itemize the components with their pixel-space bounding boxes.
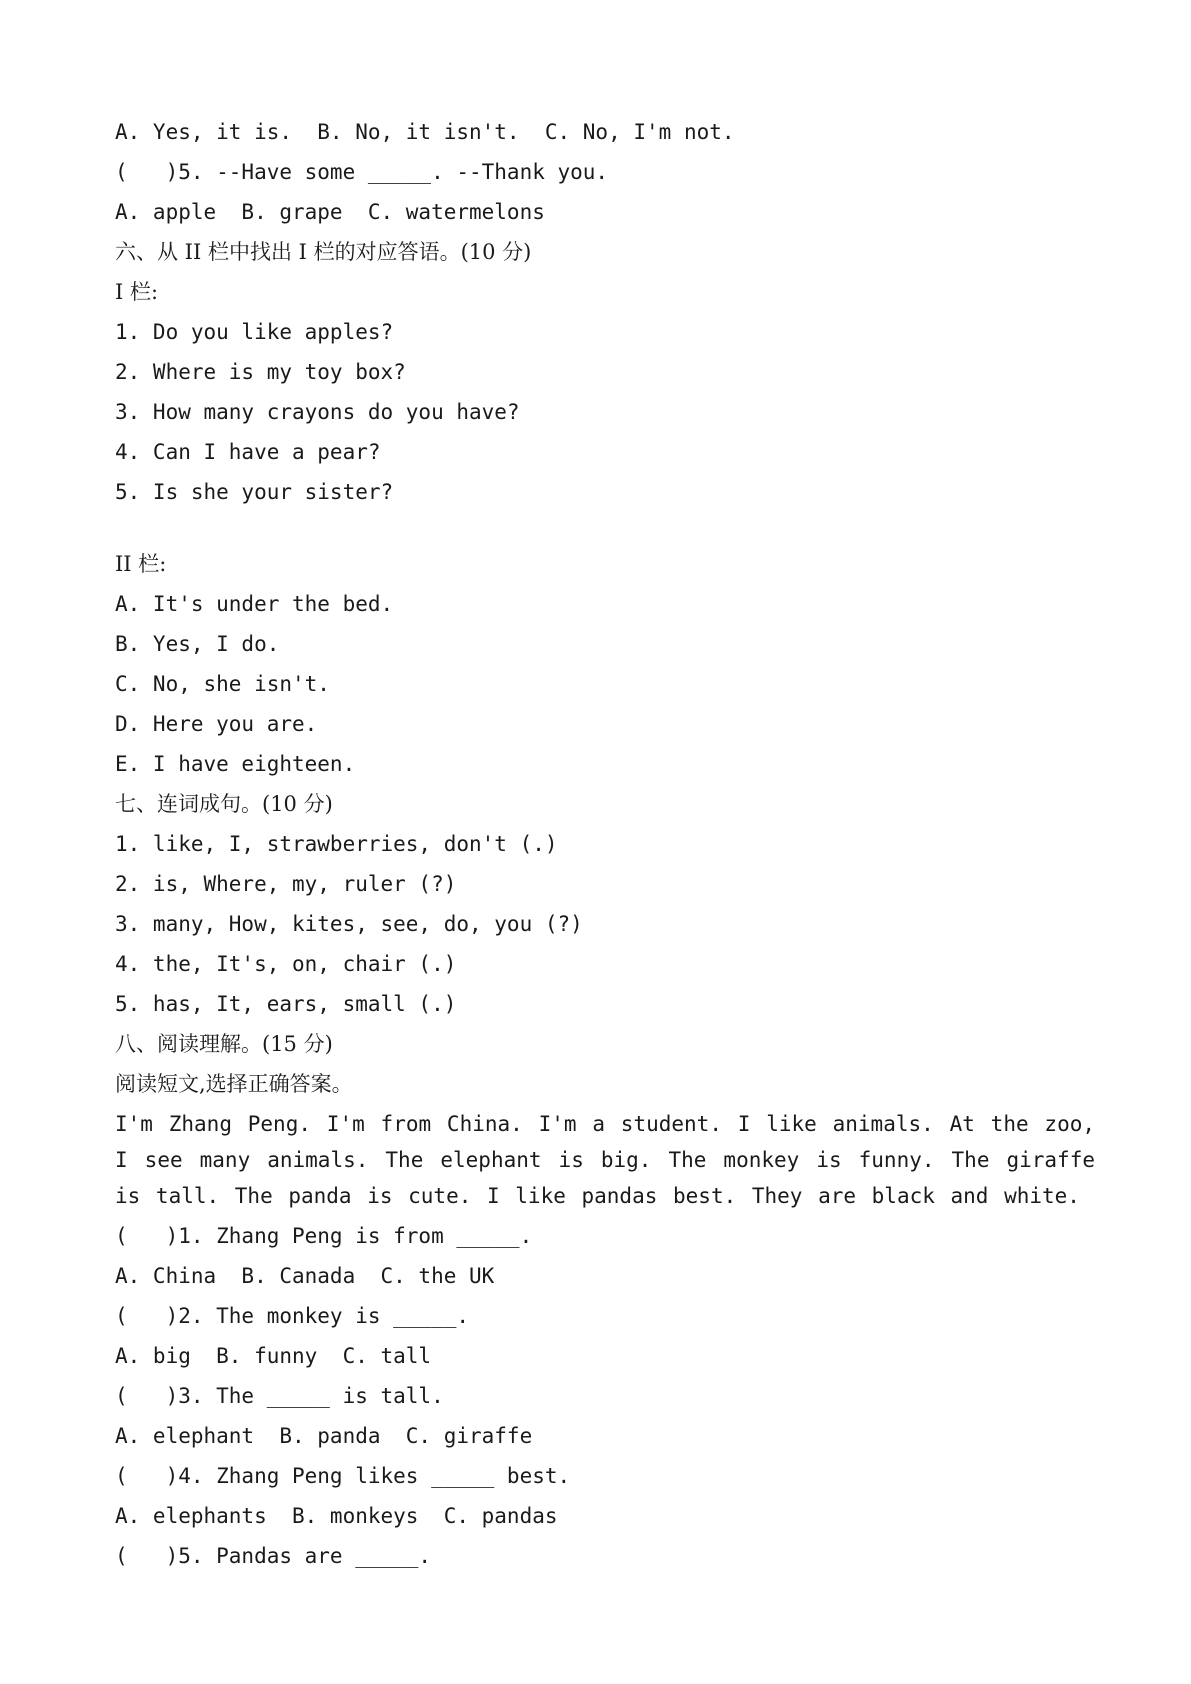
- reading-options: A. elephants B. monkeys C. pandas: [115, 1504, 558, 1528]
- column-2-item: A. It's under the bed.: [115, 592, 394, 616]
- column-1-item: 5. Is she your sister?: [115, 480, 394, 504]
- column-2-item: E. I have eighteen.: [115, 752, 356, 776]
- reading-question: ( )4. Zhang Peng likes _____ best.: [115, 1464, 571, 1488]
- worksheet-page: [115, 112, 1095, 1576]
- sentence-item: 3. many, How, kites, see, do, you (?): [115, 912, 583, 936]
- reading-options: A. elephant B. panda C. giraffe: [115, 1424, 533, 1448]
- reading-instruction: 阅读短文,选择正确答案。: [115, 1072, 353, 1096]
- reading-passage: I'm Zhang Peng. I'm from China. I'm a student. I like animals. At the zoo, I see many animals. The elephant is big. The monkey is funny. The giraffe is tall. The panda is cute. I like pandas best. They are black and white.: [115, 1112, 1095, 1208]
- column-1-item: 4. Can I have a pear?: [115, 440, 381, 464]
- q5-options: A. apple B. grape C. watermelons: [115, 200, 545, 224]
- q4-options: A. Yes, it is. B. No, it isn't. C. No, I'm not.: [115, 120, 735, 144]
- column-1-item: 1. Do you like apples?: [115, 320, 394, 344]
- reading-question: ( )1. Zhang Peng is from _____.: [115, 1224, 533, 1248]
- reading-options: A. China B. Canada C. the UK: [115, 1264, 495, 1288]
- column-1-item: 2. Where is my toy box?: [115, 360, 406, 384]
- sentence-item: 4. the, It's, on, chair (.): [115, 952, 457, 976]
- blank-gap: [115, 512, 1095, 544]
- column-2-item: C. No, she isn't.: [115, 672, 330, 696]
- sentence-item: 2. is, Where, my, ruler (?): [115, 872, 457, 896]
- column-2-label: II 栏:: [115, 552, 167, 576]
- column-2-item: D. Here you are.: [115, 712, 318, 736]
- reading-options: A. big B. funny C. tall: [115, 1344, 432, 1368]
- reading-question: ( )5. Pandas are _____.: [115, 1544, 432, 1568]
- reading-question: ( )3. The _____ is tall.: [115, 1384, 444, 1408]
- reading-question: ( )2. The monkey is _____.: [115, 1304, 470, 1328]
- column-1-item: 3. How many crayons do you have?: [115, 400, 520, 424]
- column-1-label: I 栏:: [115, 280, 159, 304]
- section-6-heading: 六、从 II 栏中找出 I 栏的对应答语。(10 分): [115, 240, 532, 264]
- section-8-heading: 八、阅读理解。(15 分): [115, 1032, 333, 1056]
- q5-question: ( )5. --Have some _____. --Thank you.: [115, 160, 609, 184]
- sentence-item: 1. like, I, strawberries, don't (.): [115, 832, 558, 856]
- section-7-heading: 七、连词成句。(10 分): [115, 792, 333, 816]
- sentence-item: 5. has, It, ears, small (.): [115, 992, 457, 1016]
- column-2-item: B. Yes, I do.: [115, 632, 280, 656]
